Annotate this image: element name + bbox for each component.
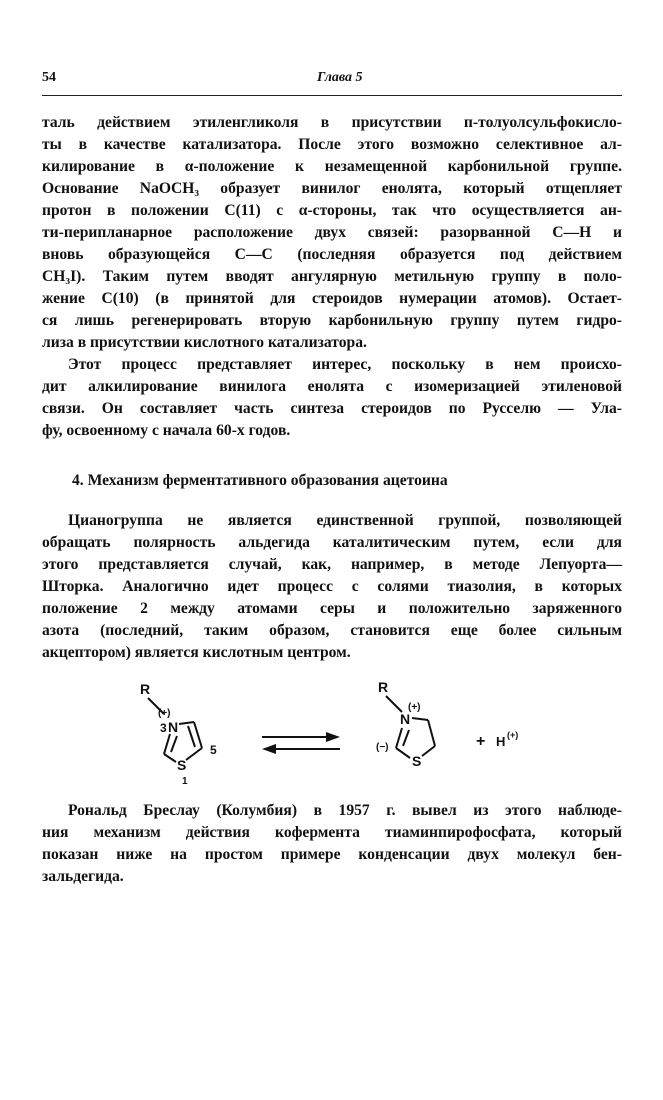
paragraph-3 bbox=[42, 510, 622, 664]
thiazolium-ylide-structure bbox=[376, 679, 435, 769]
right-ring-bond bbox=[422, 746, 435, 756]
right-ring-bond bbox=[396, 728, 402, 748]
paragraph-4 bbox=[42, 800, 622, 888]
right-ring-bond bbox=[428, 720, 435, 746]
right-r-label: R bbox=[378, 679, 389, 695]
paragraph-line: протон в положении C(11) с α-стороны, так что осуществляется ан- bbox=[42, 202, 622, 219]
right-r-bond bbox=[386, 696, 402, 712]
paragraph-line: вновь образующейся C—C (последняя образуется под действием bbox=[42, 246, 622, 263]
paragraph-line: Цианогруппа не является единственной группой, позволяющей bbox=[68, 512, 622, 529]
left-nitrogen-label: N bbox=[168, 719, 179, 735]
header-rule bbox=[42, 95, 622, 96]
left-pos1-label: 1 bbox=[182, 776, 188, 787]
paragraph-line: азота (последний, таким образом, становится еще более сильным bbox=[42, 622, 622, 639]
paragraph-line: показан ниже на простом примере конденсации двух молекул бен- bbox=[42, 846, 622, 863]
paragraph-line: таль действием этиленгликоля в присутствии п-толуолсульфокисло- bbox=[42, 114, 622, 131]
left-ring-bond bbox=[186, 748, 202, 760]
left-r-bond bbox=[148, 698, 164, 714]
right-nitrogen-label: N bbox=[400, 711, 411, 727]
section-title: 4. Механизм ферментативного образования ацетоина bbox=[72, 472, 448, 489]
left-pos3-label: 3 bbox=[160, 721, 167, 735]
paragraph-line: дит алкилирование винилога енолята с изомеризацией этиленовой bbox=[42, 378, 622, 395]
right-ring-bond bbox=[403, 730, 409, 746]
left-ring-bond bbox=[171, 736, 177, 752]
paragraph-line: килирование в α-положение к незамещенной карбонильной группе. bbox=[42, 158, 622, 175]
left-ring-bond bbox=[188, 726, 195, 747]
left-charge-label: (+) bbox=[158, 708, 171, 719]
right-ring-bond bbox=[396, 748, 410, 758]
paragraph-line: лиза в присутствии кислотного катализатора. bbox=[42, 334, 367, 351]
paragraph-line: зальдегида. bbox=[42, 868, 124, 885]
proton-charge-label: (+) bbox=[507, 730, 519, 740]
page-header bbox=[42, 70, 622, 92]
chapter-title: Глава 5 bbox=[317, 70, 363, 85]
paragraph-line: Шторка. Аналогично идет процесс с солями тиазолия, в которых bbox=[42, 578, 622, 595]
paragraph-line: фу, освоенному с начала 60-х годов. bbox=[42, 422, 291, 439]
left-pos5-label: 5 bbox=[210, 743, 217, 757]
right-charge-label: (+) bbox=[408, 702, 421, 713]
paragraph-line: Основание NaOCH₃ образует винилог енолята, который отщепляет bbox=[42, 180, 622, 197]
paragraph-line: жение C(10) (в принятой для стероидов нумерации атомов). Остает- bbox=[42, 290, 622, 307]
paragraph-1 bbox=[42, 112, 622, 354]
paragraph-line: ты в качестве катализатора. После этого возможно селективное ал- bbox=[42, 136, 622, 153]
right-ring-bond bbox=[412, 718, 428, 720]
left-ring-bond bbox=[164, 734, 170, 754]
paragraph-line: обращать полярность альдегида каталитическим путем, если для bbox=[42, 534, 622, 551]
equilibrium-arrows bbox=[262, 732, 340, 754]
thiazolium-equilibrium-scheme bbox=[130, 674, 530, 794]
paragraph-line: Рональд Бреслау (Колумбия) в 1957 г. вывел из этого наблюде- bbox=[68, 802, 622, 819]
left-ring-bond bbox=[164, 754, 176, 762]
paragraph-2 bbox=[42, 354, 622, 442]
paragraph-line: ния механизм действия кофермента тиаминпирофосфата, который bbox=[42, 824, 622, 841]
reverse-arrowhead bbox=[262, 744, 276, 754]
forward-arrowhead bbox=[326, 732, 340, 742]
thiazolium-cation-structure bbox=[140, 681, 217, 787]
left-ring-bond bbox=[179, 722, 194, 724]
paragraph-line: связи. Он составляет часть синтеза стероидов по Русселю — Ула- bbox=[42, 400, 622, 417]
right-sulfur-label: S bbox=[412, 753, 422, 769]
paragraph-line: ся лишь регенерировать вторую карбонильную группу путем гидро- bbox=[42, 312, 622, 329]
paragraph-line: этого представляется случай, как, например, в методе Лепуорта— bbox=[42, 556, 622, 573]
left-r-label: R bbox=[140, 681, 151, 697]
left-ring-bond bbox=[194, 722, 202, 748]
paragraph-line: CH₃I). Таким путем вводят ангулярную метильную группу в поло- bbox=[42, 268, 622, 285]
paragraph-line: Этот процесс представляет интерес, поскольку в нем происхо- bbox=[68, 356, 622, 373]
paragraph-line: ти-перипланарное расположение двух связей: разорванной C—H и bbox=[42, 224, 622, 241]
paragraph-line: акцептором) является кислотным центром. bbox=[42, 644, 351, 661]
right-carbanion-label: (−) bbox=[376, 742, 389, 753]
page-number: 54 bbox=[42, 70, 56, 85]
plus-sign: + bbox=[476, 733, 486, 750]
paragraph-line: положение 2 между атомами серы и положительно заряженного bbox=[42, 600, 622, 617]
proton-label: H bbox=[496, 734, 506, 749]
left-sulfur-label: S bbox=[177, 757, 187, 773]
